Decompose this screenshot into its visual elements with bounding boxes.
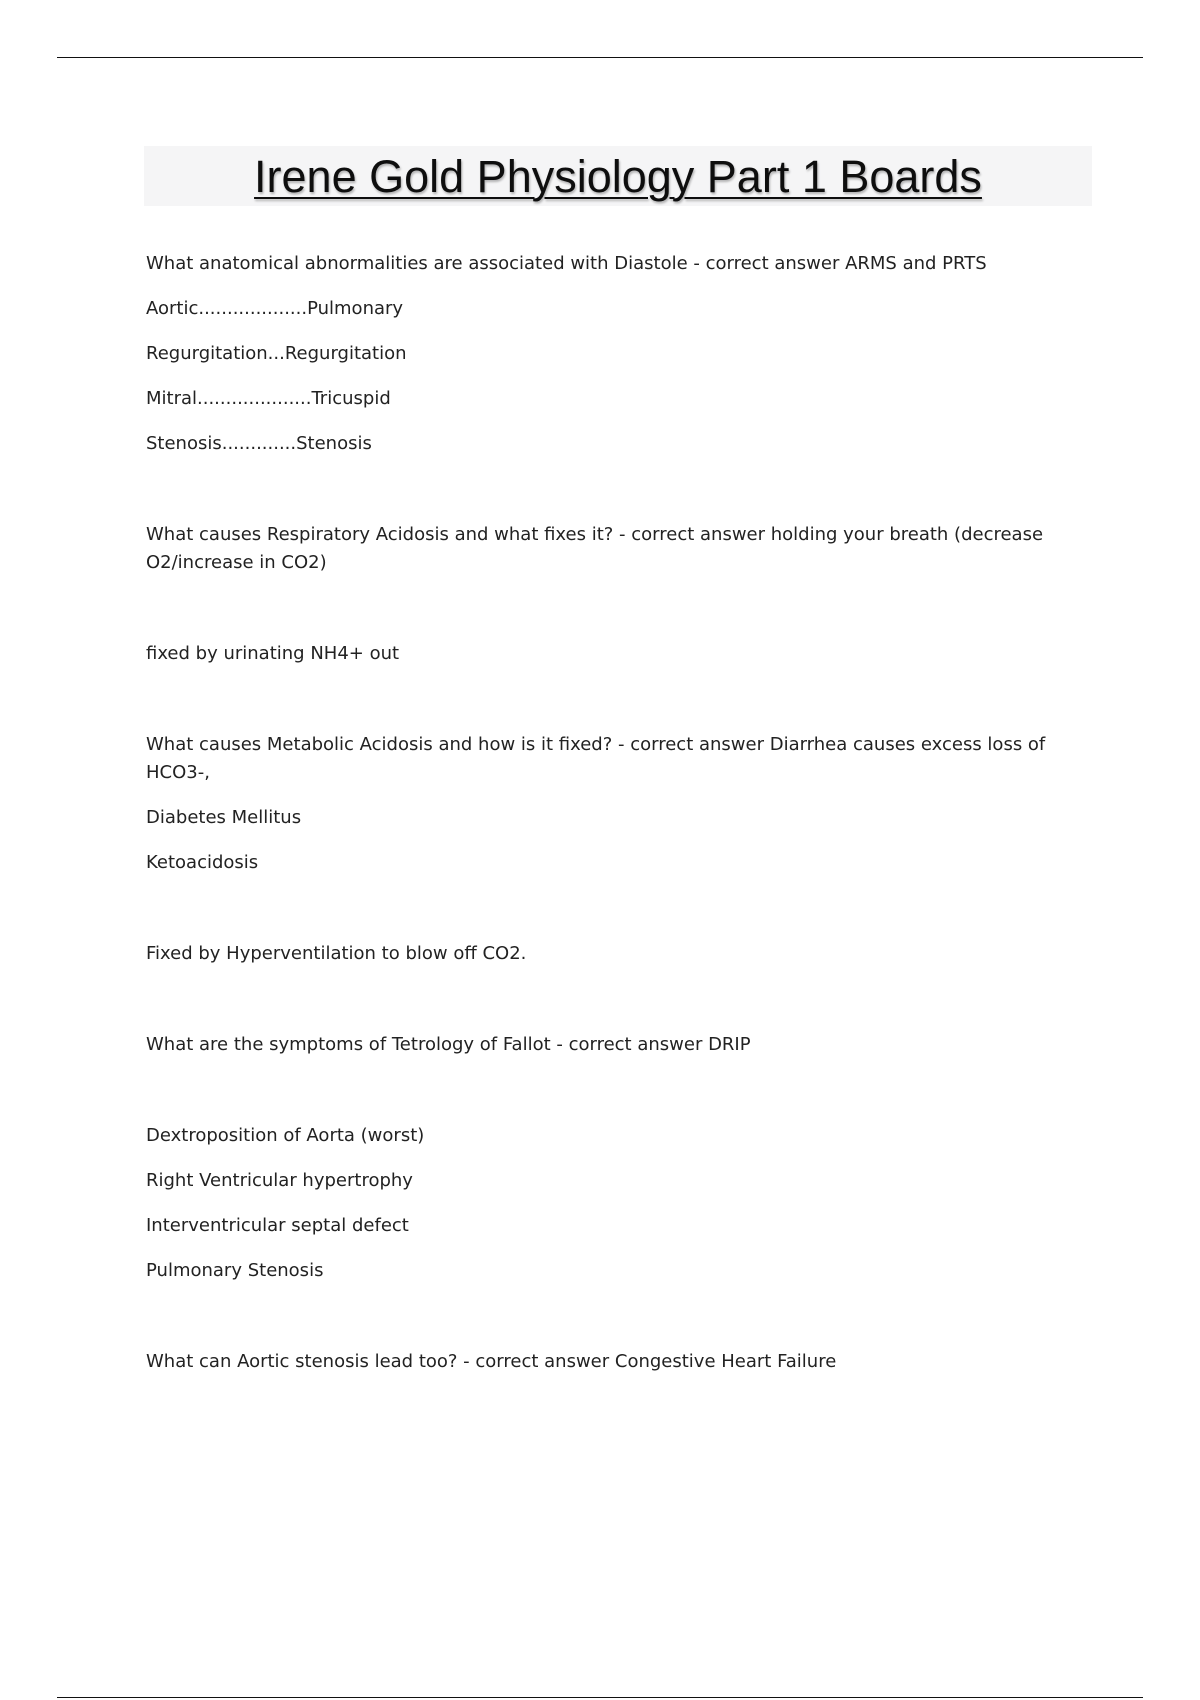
answer-line: Stenosis.............Stenosis bbox=[146, 433, 372, 454]
answer-line: Right Ventricular hypertrophy bbox=[146, 1170, 413, 1191]
bottom-rule bbox=[57, 1697, 1143, 1698]
answer-line: Dextroposition of Aorta (worst) bbox=[146, 1125, 425, 1146]
question-diastole: What anatomical abnormalities are associated with Diastole - correct answer ARMS and PRTS bbox=[146, 253, 987, 274]
answer-line: Aortic...................Pulmonary bbox=[146, 298, 404, 319]
question-respiratory-acidosis: What causes Respiratory Acidosis and what fixes it? - correct answer holding your breath (decrease O2/increase in CO2) bbox=[146, 524, 1044, 573]
answer-line: Diabetes Mellitus bbox=[146, 807, 302, 828]
document-title: Irene Gold Physiology Part 1 Boards bbox=[254, 150, 982, 202]
document-body bbox=[146, 250, 1046, 1376]
answer-line: Regurgitation...Regurgitation bbox=[146, 343, 407, 364]
title-banner bbox=[144, 146, 1092, 206]
question-metabolic-acidosis: What causes Metabolic Acidosis and how is it fixed? - correct answer Diarrhea causes excess loss of HCO3-, bbox=[146, 734, 1046, 783]
answer-line: Mitral....................Tricuspid bbox=[146, 388, 391, 409]
answer-line: Pulmonary Stenosis bbox=[146, 1260, 324, 1281]
answer-line: Fixed by Hyperventilation to blow off CO2. bbox=[146, 943, 527, 964]
answer-line: Ketoacidosis bbox=[146, 852, 259, 873]
answer-line: fixed by urinating NH4+ out bbox=[146, 643, 400, 664]
top-rule bbox=[57, 57, 1143, 58]
question-tetrology-of-fallot: What are the symptoms of Tetrology of Fallot - correct answer DRIP bbox=[146, 1034, 751, 1055]
question-aortic-stenosis: What can Aortic stenosis lead too? - correct answer Congestive Heart Failure bbox=[146, 1351, 837, 1372]
answer-line: Interventricular septal defect bbox=[146, 1215, 409, 1236]
